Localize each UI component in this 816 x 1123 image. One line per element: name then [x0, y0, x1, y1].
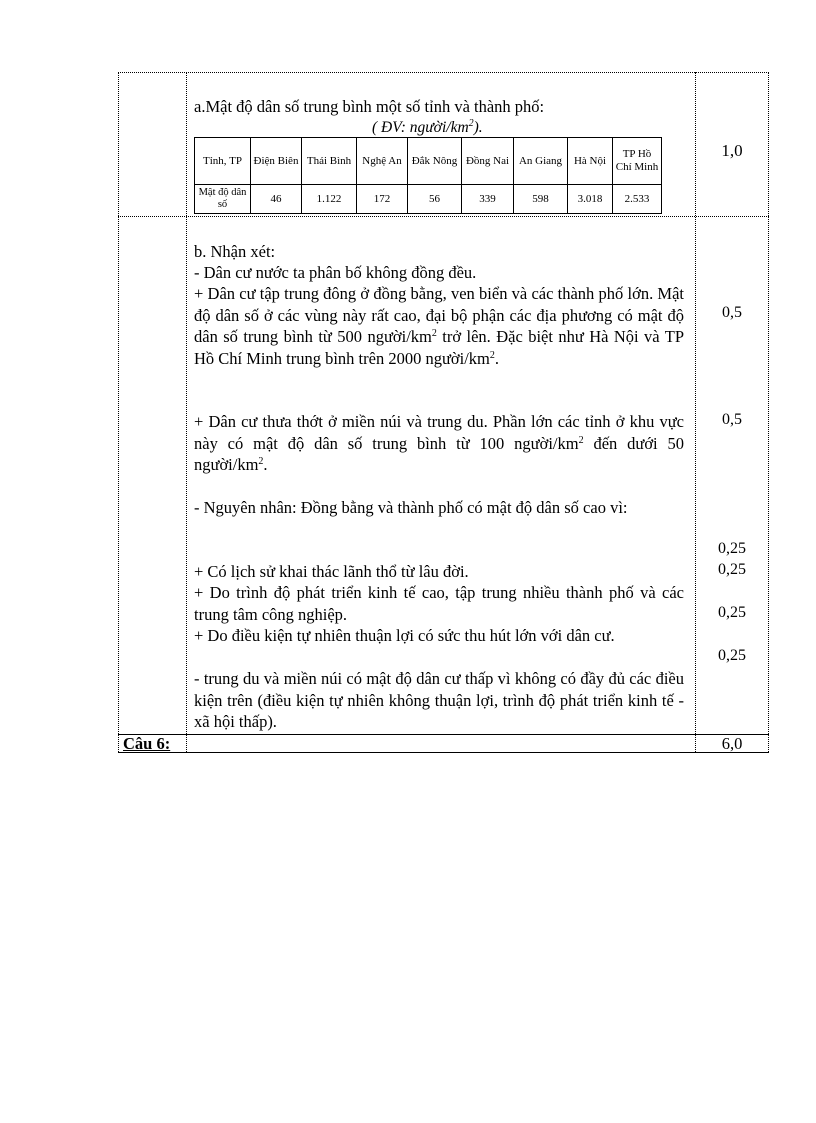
score-b-6: 0,25 — [718, 647, 746, 664]
value-cell: 598 — [514, 185, 568, 214]
header-cell: An Giang — [514, 138, 568, 185]
value-cell: 2.533 — [613, 185, 662, 214]
unit-prefix: ( ĐV: người/km — [372, 119, 469, 136]
score-section-a: 1,0 — [721, 141, 743, 160]
score-b-5: 0,25 — [718, 604, 746, 621]
value-cell: 3.018 — [568, 185, 613, 214]
score-b-1: 0,5 — [722, 304, 742, 321]
header-cell: Điện Biên — [251, 138, 302, 185]
value-cell: 1.122 — [302, 185, 357, 214]
header-cell: TP Hồ Chí Minh — [613, 138, 662, 185]
p2-part3: . — [494, 348, 499, 368]
table-border-col2 — [186, 72, 187, 752]
value-cell: 46 — [251, 185, 302, 214]
header-cell: Tỉnh, TP — [195, 138, 251, 185]
section-b-p6: + Do trình độ phát triển kinh tế cao, tập trung nhiều thành phố và các trung tâm công nghiệp. — [194, 583, 684, 624]
unit-sup: 2 — [468, 118, 474, 129]
header-cell: Đồng Nai — [462, 138, 514, 185]
p3-part1: + Dân cư thưa thớt ở miền núi và trung du. Phần lớn các tỉnh ở khu vực này có mật độ dân số trung bình từ 100 người/km — [194, 412, 684, 453]
table-border-right — [768, 72, 769, 752]
header-cell: Hà Nội — [568, 138, 613, 185]
row-divider-cau6-top — [118, 734, 769, 735]
density-table — [194, 137, 662, 214]
p3-sup1: 2 — [578, 434, 584, 446]
score-b-3: 0,25 — [718, 540, 746, 557]
section-b-heading: b. Nhận xét: — [194, 242, 276, 261]
p3-part3: . — [263, 455, 268, 474]
section-b-p8: - trung du và miền núi có mật độ dân cư thấp vì không có đầy đủ các điều kiện trên (điều kiện tự nhiên không thuận lợi, trình độ phát triển kinh tế - xã hội thấp). — [194, 669, 684, 731]
score-b-4: 0,25 — [718, 561, 746, 578]
value-cell: 339 — [462, 185, 514, 214]
row-divider-cau6-bottom — [118, 752, 769, 753]
p3-sup2: 2 — [258, 456, 264, 467]
p2-sup1: 2 — [431, 328, 437, 339]
p3-part2: đến dưới 50 người/km — [194, 433, 684, 474]
p2-part2: trở lên. Đặc biệt như Hà Nội và TP Hồ Chí Minh trung bình trên 2000 người/km — [194, 327, 684, 368]
density-table-value-row — [195, 185, 662, 214]
density-table-header-row — [195, 138, 662, 185]
cau6-label: Câu 6: — [123, 734, 171, 753]
section-b-p7: + Do điều kiện tự nhiên thuận lợi có sức thu hút lớn với dân cư. — [194, 626, 615, 645]
section-b-p2 — [194, 283, 684, 369]
row-divider-a-b — [118, 216, 769, 217]
section-b-p3 — [194, 411, 684, 476]
section-b-p1: - Dân cư nước ta phân bố không đồng đều. — [194, 263, 477, 282]
value-cell: 56 — [408, 185, 462, 214]
section-a-title: a.Mật độ dân số trung bình một số tỉnh và thành phố: — [194, 97, 545, 116]
section-b-p4: - Nguyên nhân: Đồng bằng và thành phố có mật độ dân số cao vì: — [194, 498, 628, 517]
value-cell: 172 — [357, 185, 408, 214]
cau6-score: 6,0 — [721, 734, 743, 753]
p2-part1: + Dân cư tập trung đông ở đồng bằng, ven biển và các thành phố lớn. Mật độ dân số ở các vùng này rất cao, đại bộ phận các địa phương có mật độ dân số trung bình từ 500 người/km — [194, 284, 684, 346]
table-border-top — [118, 72, 769, 73]
header-cell: Nghệ An — [357, 138, 408, 185]
section-a-unit — [372, 117, 483, 139]
row-label-cell: Mật độ dân số — [195, 185, 251, 214]
section-b-p5: + Có lịch sử khai thác lãnh thổ từ lâu đời. — [194, 562, 469, 581]
header-cell: Đắk Nông — [408, 138, 462, 185]
p2-sup2: 2 — [489, 349, 495, 361]
score-b-2: 0,5 — [722, 411, 742, 428]
unit-suffix: ). — [473, 119, 483, 136]
header-cell: Thái Bình — [302, 138, 357, 185]
table-border-left — [118, 72, 119, 752]
